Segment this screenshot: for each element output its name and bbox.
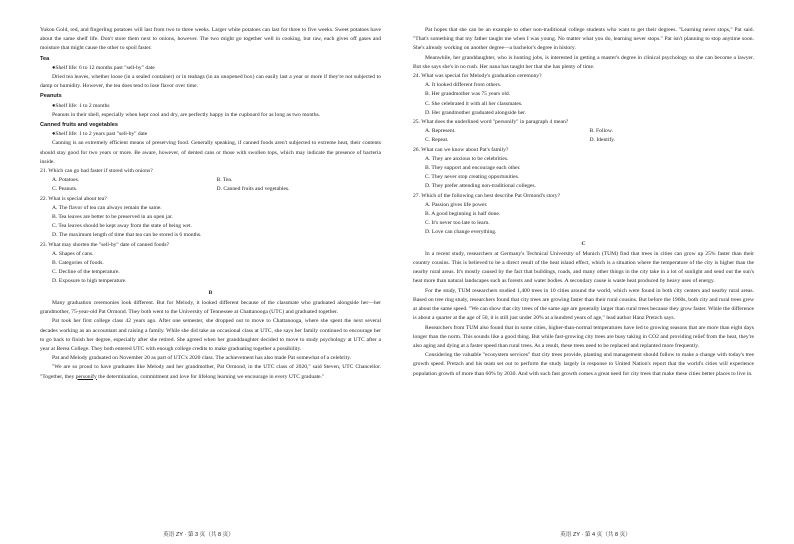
shelf-life-line: ●Shelf life: 1 to 2 months [52,102,110,109]
options-row [413,127,754,136]
right-column [413,26,754,379]
paragraph [40,363,381,381]
question-22: 22. What is special about tea? [40,195,107,202]
question-21: 21. Which can go bad faster if stored with onions? [40,168,153,175]
page-footer: 英语 ZY · 第 4 页（共 8 页） [560,532,631,538]
option[interactable]: C. Repeat. [425,137,449,144]
option[interactable]: C. Peanuts. [52,186,78,193]
option[interactable]: D. Identify. [589,137,616,144]
section-heading-canned: Canned fruits and vegetables [40,122,119,129]
options-row [413,136,754,145]
paragraph: Yukon Gold, red, and fingerling potatoes will last from two to three weeks. Larger white potatoes can last for three to five weeks. Sweet potatoes have about the same shelf life. Don't store them next to onions, however. The two might go together well in cooking, but raw, each gives off gases and moisture that might cause the other to spoil faster. [40,27,381,52]
question-26: 26. What can we know about Pat's family? [413,146,509,153]
paragraph: Pat and Melody graduated on November 20 as part of UTC's 2020 class. The achievement has also made Pat somewhat of a celebrity. [52,355,352,362]
underlined-word: personify [75,373,97,380]
option[interactable]: B. Follow. [589,128,613,135]
paragraph: In a recent study, researchers at Germany's Technical University of Munich (TUM) find that trees in cities can grow up 25% faster than their country cousins. This is believed to be a direct result of the heat island effect, which is a situation where the temperature of the city is higher than the nearby rural areas. It's mostly caused by the fact that buildings, roads, and many other things in the city take in a lot of sunlight and send out the sun's heat more than natural landscapes such as forests and water bodies. A secondary cause is waste heat produced by heavy uses of energy. [413,250,754,285]
question-24: 24. What was special for Melody's graduation ceremony? [413,73,542,80]
page-footer: 英语 ZY · 第 3 页（共 8 页） [163,532,234,538]
option[interactable]: C. Decline of the temperature. [52,269,120,276]
section-heading-tea: Tea [40,55,50,62]
option[interactable]: D. Exposure to high temperature. [52,278,127,285]
option[interactable]: A. They are anxious to be celebrities. [425,155,509,162]
question-25: 25. What does the underlined word "personify" in paragraph 4 mean? [413,119,569,126]
option[interactable]: A. Represent. [425,128,456,135]
option[interactable]: B. Tea. [216,177,233,184]
option[interactable]: D. Canned fruits and vegetables. [216,186,290,193]
option[interactable]: B. Tea leaves are better to be preserved in an open jar. [52,214,173,221]
paragraph: Pat took her first college class 42 years ago. After one semester, she dropped out to move to Chattanooga, where she spent the next several decades working as an accountant and raising a family. While she did take an occasional class at UTC, she says her family continued to encourage her to go back to finish her degree, especially after she retired. She agreed when her granddaughter decided to move to study psychology at UTC after a year at Berea College. They both entered UTC with enough college credits to make graduating together a possibility. [40,318,381,352]
page-right [397,0,794,544]
option[interactable]: A. It looked different from others. [425,82,502,89]
option[interactable]: D. They prefer attending non-traditional colleges. [425,183,536,190]
question-27: 27. Which of the following can best describe Pat Ormond's story? [413,192,561,199]
option[interactable]: A. Passion gives life power. [425,201,488,208]
section-marker-c: C [581,240,586,247]
options-row [40,185,381,194]
option[interactable]: A. Potatoes. [52,177,80,184]
option[interactable]: A. Shapes of cans. [52,250,94,257]
paragraph: Researchers from TUM also found that in some cities, higher-than-normal temperatures have led to growing seasons that are more than eight days longer than the norm. This sounds like a good thing. But while fast-growing city trees are busy taking in CO2 and providing relief from the heat, they're also aging and dying at a faster speed than rural trees. As a result, these trees need to be replaced and replanted more frequently. [413,324,754,349]
option[interactable]: B. They support and encourage each other. [425,165,521,172]
shelf-life-line: ●Shelf life: 6 to 12 months past "sell-by" date [52,64,155,71]
option[interactable]: A. The flavor of tea can always remain the same. [52,204,162,211]
section-marker-b: B [208,289,213,296]
option[interactable]: B. Her grandmother was 75 years old. [425,91,511,98]
option[interactable]: B. Categories of foods. [52,260,104,267]
paragraph: Many graduation ceremonies look different. But for Melody, it looked different because of the classmate who graduated alongside her—her grandmother, 75-year-old Pat Ormond. They both went to the University of Tennessee at Chattanooga (UTC) and graduated together. [40,299,381,316]
paragraph: Dried tea leaves, whether loose (in a sealed container) or in teabags (in an unopened box) can easily last a year or more if they're not subjected to damp or humidity. However, the tea does tend to lose flavor over time. [40,74,381,90]
option[interactable]: C. She celebrated it with all her classmates. [425,100,523,107]
paragraph: Meanwhile, her granddaughter, who is hunting jobs, is interested in getting a master's degree in clinical psychology so she can become a lawyer. But she says she's in no rush. Her nana has taught her that she has plenty of time. [413,54,754,70]
option[interactable]: C. They never stop creating opportunities. [425,174,520,181]
option[interactable]: D. Love can change everything. [425,229,497,236]
section-heading-peanuts: Peanuts [40,93,62,100]
paragraph: For the study, TUM researchers studied 1,400 trees in 10 cities around the world, which were found in both city centers and nearby rural areas. Based on tree ring study, researchers found that city trees are growing faster than their rural cousins. But before the 1960s, both city and rural trees grew at about the same speed. "We can show that city trees of the same age are generally larger than rural trees because they grow faster. While the difference is about a quarter at the age of 50, it is still just under 20% at a hundred years of age," lead author Hanz Pretzch says. [413,287,754,322]
option[interactable]: D. Her grandmother graduated alongside her. [425,109,527,116]
paragraph: Considering the valuable "ecosystem services" that city trees provide, planting and management should follow to make a change with today's tree growth speed. Pretzch and his team set out to perform the study largely in response to United Nation's report that the world's cities will experience population growth of more than 60% by 2030. And with such fast growth comes a great need for city trees that make these cities better places to live in. [413,352,754,377]
option[interactable]: C. It's never too late to learn. [425,220,490,227]
paragraph: Pat hopes that she can be an example to other non-traditional college students who want to get their degrees. "Learning never stops," Pat said. "That's something that my father taught me when I was young. No matter what you do, learning never stops." Pat isn't planning to stop anytime soon. She's already working on another degree—a bachelor's degree in history. [413,27,754,52]
quote-text: "We are so proud to have graduates like Melody and her grandmother, Pat Ormond, in the UTC class of 2020," said Steven, UTC Chancellor. "Together, they [40,364,381,380]
option[interactable]: B. A good beginning is half done. [425,211,501,218]
question-23: 23. What may shorten the "sell-by" date of canned foods? [40,241,170,248]
option[interactable]: D. The maximum length of time that tea can be stored is 6 months. [52,232,202,239]
option[interactable]: C. Tea leaves should be kept away from the state of being wet. [52,223,192,230]
paragraph: Peanuts in their shell, especially when kept cool and dry, are perfectly happy in the cupboard for as long as two months. [52,111,321,118]
quote-text: the determination, commitment and love for lifelong learning we encourage in every UTC graduate." [96,373,325,380]
paragraph: Canning is an extremely efficient means of preserving food. Generally speaking, if canned foods aren't subjected to extreme heat, their contents should stay good for two years or more. Be aware, however, of dented cans or those with swollen tops, which may indicate the presence of bacteria inside. [40,140,381,165]
shelf-life-line: ●Shelf life: 1 to 2 years past "sell-by" date [52,131,148,138]
options-row [40,176,381,185]
left-column [40,26,381,382]
